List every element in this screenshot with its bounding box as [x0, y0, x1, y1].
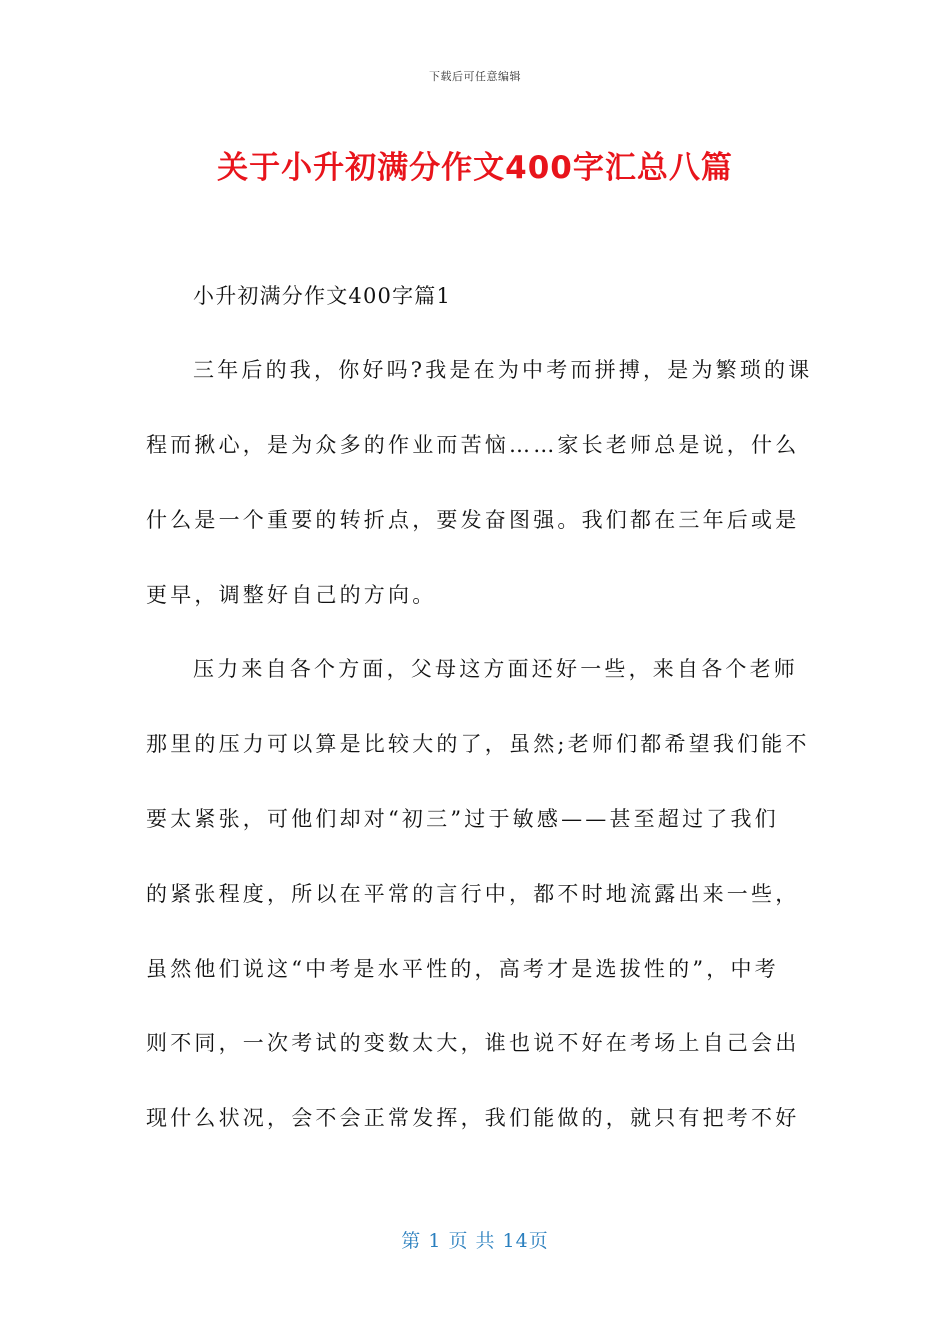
body-line: 什么是一个重要的转折点，要发奋图强。我们都在三年后或是: [146, 508, 800, 532]
body-line: 要太紧张，可他们却对“初三”过于敏感——甚至超过了我们: [146, 807, 779, 831]
section-heading: 小升初满分作文400字篇1: [193, 284, 452, 308]
body-line: 的紧张程度，所以在平常的言行中，都不时地流露出来一些，: [146, 882, 800, 906]
body-line: 那里的压力可以算是比较大的了，虽然;老师们都希望我们能不: [146, 732, 810, 756]
body-line: 现什么状况，会不会正常发挥，我们能做的，就只有把考不好: [146, 1106, 800, 1130]
body-line: 压力来自各个方面，父母这方面还好一些，来自各个老师: [193, 657, 798, 681]
body-line: 虽然他们说这“中考是水平性的，高考才是选拔性的”，中考: [146, 957, 779, 981]
header-note: 下载后可任意编辑: [429, 70, 521, 83]
page-number-footer: 第 1 页 共 14页: [401, 1230, 549, 1252]
body-line: 三年后的我，你好吗?我是在为中考而拼搏，是为繁琐的课: [193, 358, 813, 382]
body-line: 则不同，一次考试的变数太大，谁也说不好在考场上自己会出: [146, 1031, 800, 1055]
body-line: 更早，调整好自己的方向。: [146, 583, 437, 607]
document-title: 关于小升初满分作文400字汇总八篇: [217, 150, 733, 186]
body-line: 程而揪心，是为众多的作业而苦恼……家长老师总是说，什么: [146, 433, 800, 457]
